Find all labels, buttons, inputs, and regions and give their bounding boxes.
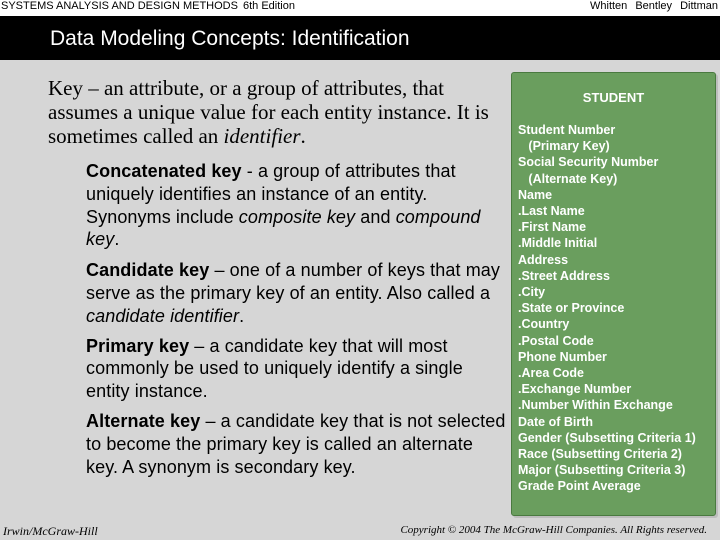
edition-label: 6th Edition — [242, 0, 295, 12]
definition-text: – one of a number of keys that may serve as the primary key of an entity. Also called a — [86, 260, 501, 303]
entity-attribute: .Postal Code — [518, 333, 594, 348]
key-definition-end: . — [300, 124, 306, 148]
entity-attribute: .State or Province — [518, 301, 625, 316]
entity-attribute: .Exchange Number — [518, 382, 632, 397]
entity-attribute: .Country — [518, 317, 570, 332]
entity-attribute: .City — [518, 285, 546, 300]
publisher-footer: Irwin/McGraw-Hill — [3, 524, 98, 538]
entity-attribute: .Last Name — [518, 204, 585, 219]
definition-text: - a group of attributes that uniquely identifies an instance of an entity. Synonyms include — [86, 161, 456, 227]
definition-emphasis: compound key — [86, 206, 481, 250]
primary-key-definition — [86, 335, 506, 403]
entity-attribute: .Middle Initial — [518, 236, 598, 251]
definition-emphasis: candidate identifier — [86, 305, 240, 326]
definition-text: and — [355, 206, 396, 227]
definition-term: Primary key — [86, 335, 190, 356]
candidate-key-definition — [86, 259, 506, 327]
key-definition — [48, 76, 498, 148]
entity-attribute: Student Number — [518, 123, 616, 137]
book-title — [1, 0, 295, 12]
key-types-list — [86, 160, 506, 478]
slide-title: Data Modeling Concepts: Identification — [50, 27, 410, 50]
definition-text: . — [114, 229, 120, 250]
book-title-text: SYSTEMS ANALYSIS AND DESIGN METHODS — [1, 0, 238, 12]
book-header — [0, 0, 720, 16]
entity-attribute: .Street Address — [518, 268, 610, 283]
student-entity-box — [511, 72, 716, 516]
definition-text: . — [239, 305, 245, 326]
definition-term: Candidate key — [86, 260, 210, 281]
entity-name: STUDENT — [582, 90, 645, 105]
alternate-key-definition — [86, 410, 506, 478]
entity-attribute: (Primary Key) — [518, 139, 610, 154]
entity-attribute: .First Name — [518, 220, 587, 235]
entity-attribute-list — [518, 122, 713, 495]
entity-attribute: .Number Within Exchange — [518, 398, 673, 413]
definition-text: – a candidate key that will most commonly be used to uniquely identify a single entity instance. — [86, 335, 463, 402]
definition-term: Concatenated key — [86, 161, 242, 181]
definition-emphasis: composite key — [238, 206, 356, 227]
authors: Whitten Bentley Dittman — [590, 0, 718, 12]
title-bar — [0, 16, 720, 60]
entity-attribute: Name — [518, 187, 553, 202]
entity-attribute: Date of Birth — [518, 414, 593, 429]
entity-attribute: Race (Subsetting Criteria 2) — [518, 447, 682, 462]
identifier-term: identifier — [223, 124, 301, 148]
entity-attribute: Phone Number — [518, 349, 607, 364]
entity-attribute: Social Security Number — [518, 155, 659, 170]
entity-attribute: Gender (Subsetting Criteria 1) — [518, 430, 696, 445]
entity-attribute: .Area Code — [518, 366, 584, 381]
concatenated-key-definition — [86, 160, 506, 251]
copyright-footer: Copyright © 2004 The McGraw-Hill Companies. All Rights reserved. — [400, 524, 707, 536]
definition-term: Alternate key — [86, 410, 201, 431]
entity-attribute: Grade Point Average — [518, 479, 641, 494]
definition-text: – a candidate key that is not selected to become the primary key is called an alternate key. A synonym is secondary key. — [86, 410, 506, 477]
entity-attribute: (Alternate Key) — [518, 171, 618, 186]
entity-attribute: Major (Subsetting Criteria 3) — [518, 463, 686, 478]
entity-attribute: Address — [518, 252, 569, 267]
key-definition-text: Key – an attribute, or a group of attributes, that assumes a unique value for each entity instance. It is sometimes called an — [48, 76, 489, 148]
